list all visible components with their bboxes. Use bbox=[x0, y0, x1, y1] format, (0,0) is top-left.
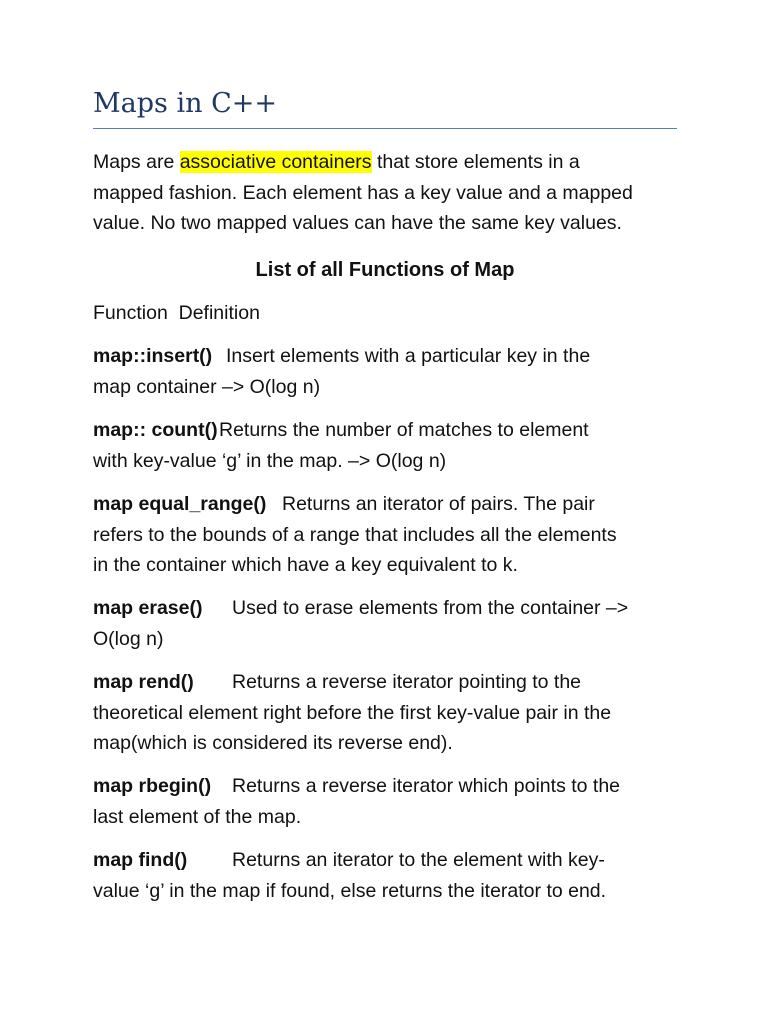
function-entry-rbegin bbox=[93, 771, 683, 832]
intro-text-line2: mapped fashion. Each element has a key value and a mapped bbox=[93, 181, 633, 204]
function-description: last element of the map. bbox=[93, 805, 302, 828]
intro-text-line1-end: that store elements in a bbox=[371, 151, 580, 173]
function-description: Insert elements with a particular key in the bbox=[226, 345, 591, 367]
function-description: Returns a reverse iterator pointing to the bbox=[232, 671, 582, 693]
function-description: value ‘g’ in the map if found, else returns the iterator to end. bbox=[93, 879, 607, 902]
intro-text-line3: value. No two mapped values can have the same key values. bbox=[93, 212, 622, 234]
function-name: map rend() bbox=[93, 671, 194, 693]
function-name: map find() bbox=[93, 849, 188, 871]
function-name: map::insert() bbox=[93, 345, 213, 367]
highlighted-phrase: associative containers bbox=[179, 151, 372, 173]
intro-paragraph bbox=[93, 147, 683, 239]
function-description: map(which is considered its reverse end). bbox=[93, 732, 453, 754]
function-name: map:: count() bbox=[93, 419, 218, 441]
function-entry-equal-range bbox=[93, 489, 683, 581]
function-description: Returns an iterator of pairs. The pair bbox=[282, 493, 595, 515]
function-description: Returns the number of matches to element bbox=[219, 419, 589, 441]
function-description: O(log n) bbox=[93, 627, 164, 650]
section-heading: List of all Functions of Map bbox=[255, 259, 515, 281]
title-underline bbox=[93, 128, 677, 129]
function-description: Used to erase elements from the container –> bbox=[232, 597, 629, 619]
function-description: map container –> O(log n) bbox=[93, 375, 321, 398]
document-title: Maps in C++ bbox=[93, 88, 277, 119]
function-description: Returns an iterator to the element with key- bbox=[232, 849, 605, 871]
function-description: Returns a reverse iterator which points to the bbox=[232, 775, 621, 797]
function-entry-count bbox=[93, 415, 683, 476]
intro-text-start: Maps are bbox=[93, 151, 180, 173]
function-entry-erase bbox=[93, 593, 683, 654]
function-description: refers to the bounds of a range that includes all the elements bbox=[93, 523, 617, 546]
function-description: with key-value ‘g’ in the map. –> O(log n) bbox=[93, 449, 447, 472]
function-entry-find bbox=[93, 845, 683, 906]
function-description: in the container which have a key equivalent to k. bbox=[93, 554, 518, 576]
function-name: map erase() bbox=[93, 597, 203, 619]
function-name: map rbegin() bbox=[93, 775, 212, 797]
table-header: Function Definition bbox=[93, 302, 260, 324]
function-entry-rend bbox=[93, 667, 683, 759]
function-name: map equal_range() bbox=[93, 493, 267, 515]
function-entry-insert bbox=[93, 341, 683, 402]
function-description: theoretical element right before the first key-value pair in the bbox=[93, 701, 612, 724]
